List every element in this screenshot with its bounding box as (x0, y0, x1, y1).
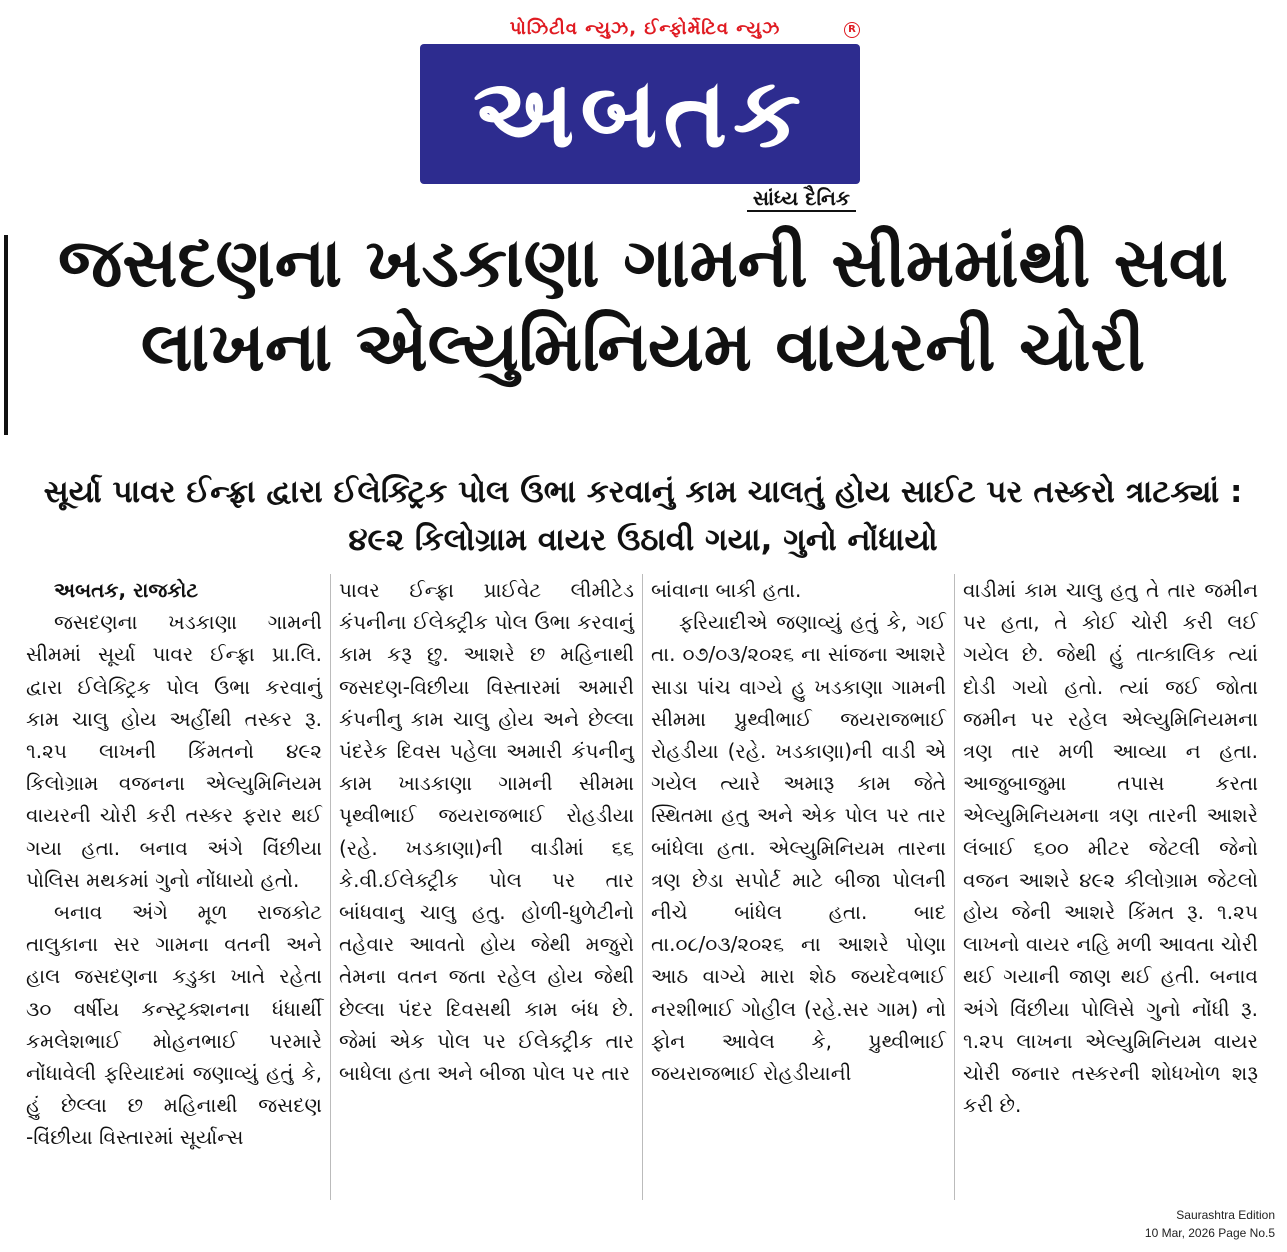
masthead-tagline: પોઝિટીવ ન્યુઝ, ઈન્ફોર્મેટિવ ન્યુઝ (509, 18, 781, 39)
edition-label: Saurashtra Edition (1176, 1208, 1275, 1222)
page-footer (1145, 1206, 1275, 1242)
article-paragraph: જસદણના ખડકાણા ગામની સીમમાં સૂર્યા પાવર ઈન્ફ્રા પ્રા.લિ. દ્વારા ઈલેક્ટ્રિક પોલ ઉભા કરવાનું કામ ચાલુ હોય અહીંથી તસ્કર રૂ. ૧.૨૫ લાખની કિંમતનો ૪૯૨ કિલોગ્રામ વજનના એલ્યુમિનિયમ વાયરની ચોરી કરી તસ્કર ફરાર થઈ ગયા હતા. બનાવ અંગે વિંછીયા પોલિસ મથકમાં ગુનો નોંધાયો હતો. (26, 610, 322, 892)
masthead-subbrand: સાંધ્ય દૈનિક (747, 186, 856, 212)
article-column-1 (18, 574, 330, 1200)
date-page-label: 10 Mar, 2026 Page No.5 (1144, 1226, 1275, 1240)
newspaper-logo: અબતક (420, 44, 860, 184)
article-dateline: અબતક, રાજકોટ (54, 578, 199, 602)
masthead (420, 18, 870, 208)
article-column-2 (330, 574, 642, 1200)
headline-rule (4, 235, 8, 435)
article-paragraph: પાવર ઈન્ફ્રા પ્રાઈવેટ લીમીટેડ કંપનીના ઈલેક્ટ્રીક પોલ ઉભા કરવાનું કામ કરૂ છુ. આશરે છ મહિનાથી જસદણ-વિછીયા વિસ્તારમાં અમારી કંપનીનુ કામ ચાલુ હોય અને છેલ્લા પંદરેક દિવસ પહેલા અમારી કંપનીનુ કામ ખાડકાણા ગામની સીમમા પૃથ્વીભાઈ જયરાજભાઈ રોહડીયા (રહે. ખડકાણા)ની વાડીમાં ૬૬ કે.વી.ઈલેક્ટ્રીક પોલ પર તાર બાંધવાનુ ચાલુ હતુ. હોળી-ધુળેટીનો તહેવાર આવતો હોય જેથી મજુરો તેમના વતન જતા રહેલ હોય જેથી છેલ્લા પંદર દિવસથી કામ બંધ છે. જેમાં એક પોલ પર ઈલેક્ટ્રીક તાર બાધેલા હતા અને બીજા પોલ પર તાર (339, 578, 634, 1086)
article-paragraph: ફરિયાદીએ જણાવ્યું હતું કે, ગઈ તા. ૦૭/૦૩/૨૦૨૬ ના સાંજના આશરે સાડા પાંચ વાગ્યે હુ ખડકાણા ગામની સીમમા પ્રુથ્વીભાઈ જયરાજભાઈ રોહડીયા (રહે. ખડકાણા)ની વાડી એ ગયેલ ત્યારે અમારૂ કામ જેતે સ્થિતમા હતુ અને એક પોલ પર તાર બાંધેલા હતા. એલ્યુમિનિયમ તારના ત્રણ છેડા સપોર્ટ માટે બીજા પોલની નીચે બાંધેલ હતા. બાદ તા.૦૮/૦૩/૨૦૨૬ ના આશરે પોણા આઠ વાગ્યે મારા શેઠ જયદેવભાઈ નરશીભાઈ ગોહીલ (રહે.સર ગામ) નો ફોન આવેલ કે, પ્રુથ્વીભાઈ જયરાજભાઈ રોહડીયાની (651, 610, 946, 1086)
article-column-4 (954, 574, 1266, 1200)
article-paragraph: વાડીમાં કામ ચાલુ હતુ તે તાર જમીન પર હતા, તે કોઈ ચોરી કરી લઈ ગયેલ છે. જેથી હું તાત્કાલિક ત્યાં દોડી ગયો હતો. ત્યાં જઈ જોતા જમીન પર રહેલ એલ્યુમિનિયમના ત્રણ તાર મળી આવ્યા ન હતા. આજુબાજુમા તપાસ કરતા એલ્યુમિનિયમના ત્રણ તારની આશરે લંબાઈ ૬૦૦ મીટર જેટલી જેનો વજન આશરે ૪૯૨ કીલોગ્રામ જેટલો હોય જેની આશરે કિંમત રૂ. ૧.૨૫ લાખનો વાયર નહિ મળી આવતા ચોરી થઈ ગયાની જાણ થઈ હતી. બનાવ અંગે વિંછીયા પોલિસે ગુનો નોંધી રૂ. ૧.૨૫ લાખના એલ્યુમિનિયમ વાયર ચોરી જનાર તસ્કરની શોધખોળ શરૂ કરી છે. (963, 578, 1258, 1118)
article-subheadline: સૂર્યા પાવર ઈન્ફ્રા દ્વારા ઈલેક્ટ્રિક પોલ ઉભા કરવાનું કામ ચાલતું હોય સાઈટ પર તસ્કરો ત્રાટક્યાં : ૪૯૨ કિલોગ્રામ વાયર ઉઠાવી ગયા, ગુનો નોંધાયો (43, 474, 1243, 558)
article-column-3 (642, 574, 954, 1200)
article-headline: જસદણના ખડકાણા ગામની સીમમાંથી સવા લાખના એલ્યુમિનિયમ વાયરની ચોરી (58, 224, 1228, 387)
article-paragraph: બનાવ અંગે મૂળ રાજકોટ તાલુકાના સર ગામના વતની અને હાલ જસદણના કડુકા ખાતે રહેતા ૩૦ વર્ષીય કન્સ્ટ્રક્શનના ધંધાર્થી કમલેશભાઈ મોહનભાઈ પરમારે નોંધાવેલી ફરિયાદમાં જણાવ્યું હતું કે, હું છેલ્લા છ મહિનાથી જસદણ -વિંછીયા વિસ્તારમાં સૂર્યાન્સ (26, 900, 322, 1150)
registered-mark-icon: R (844, 22, 860, 38)
article-body (18, 574, 1266, 1200)
article-paragraph: બાંવાના બાકી હતા. (651, 578, 802, 602)
